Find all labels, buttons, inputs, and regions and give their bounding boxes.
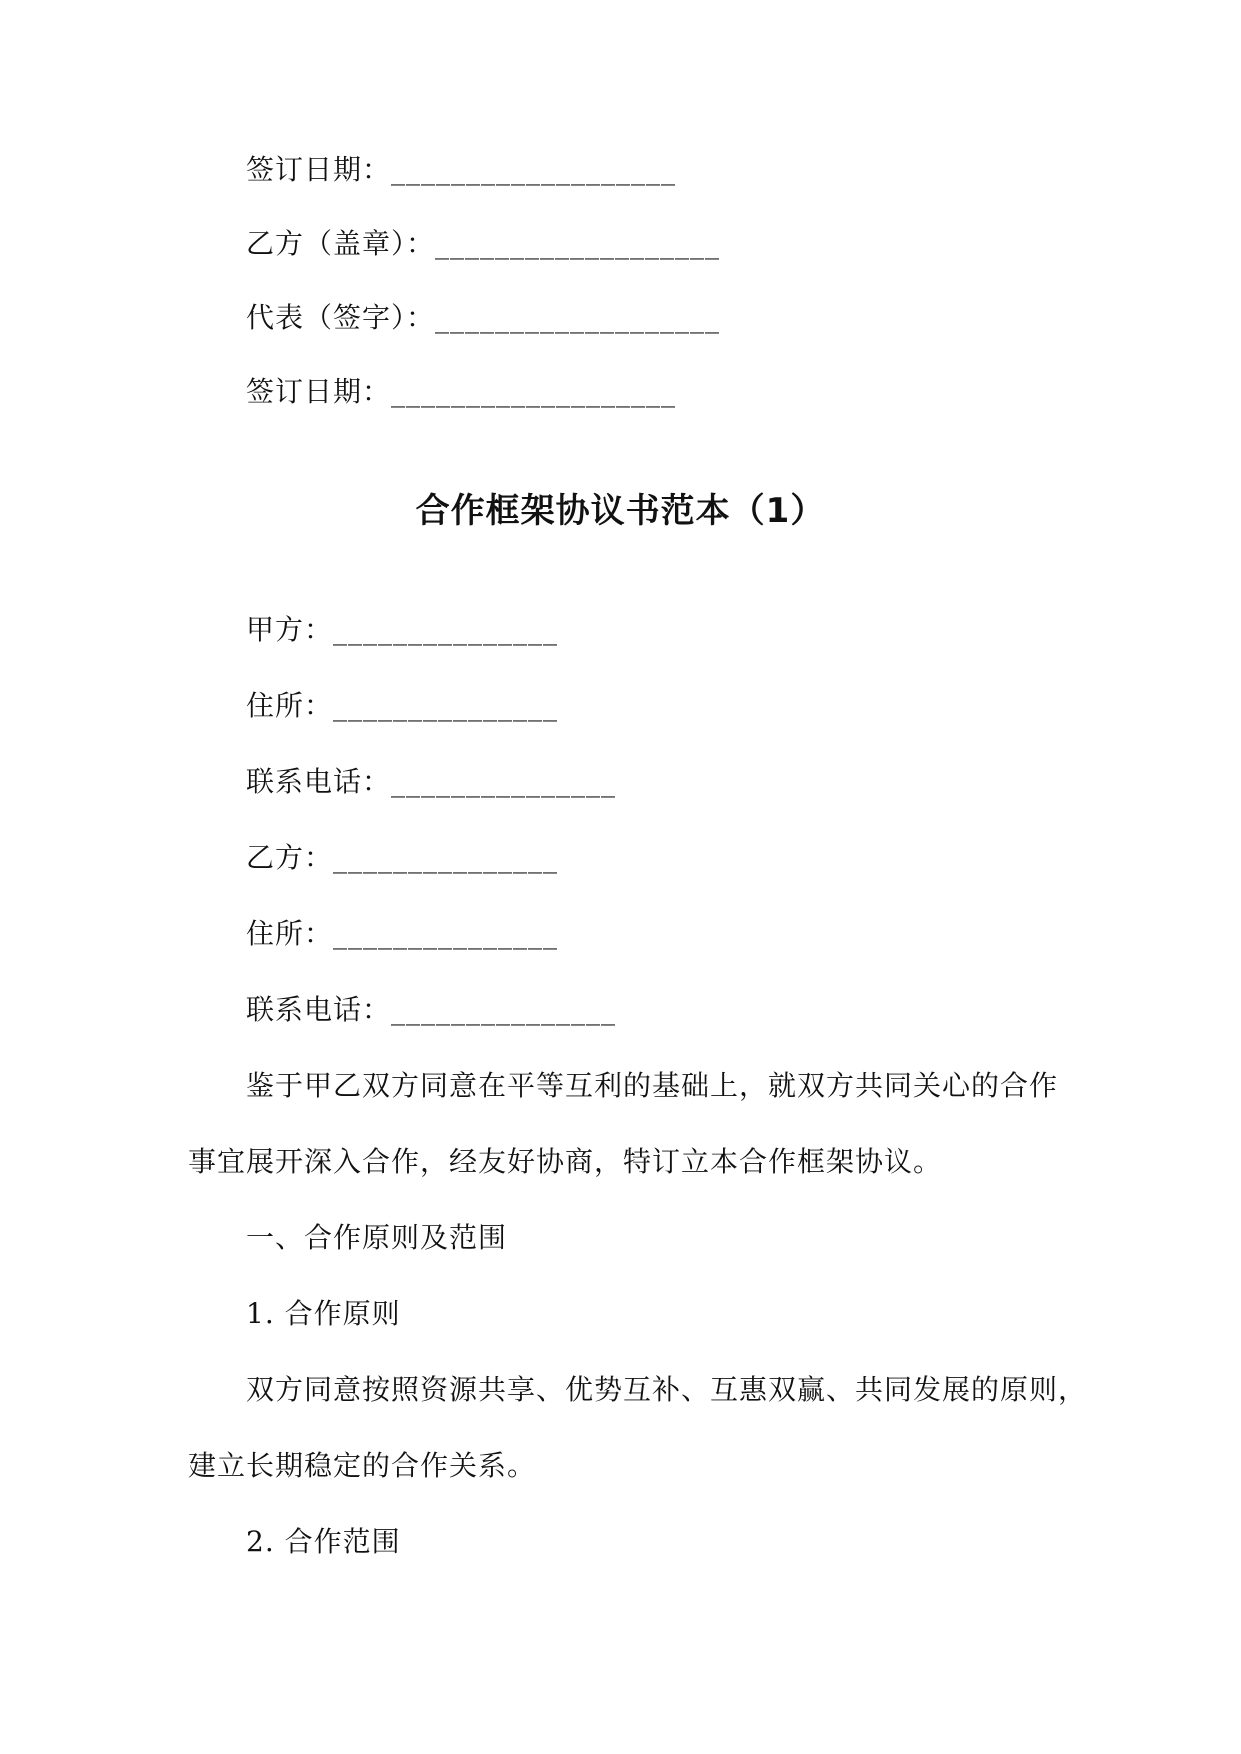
preamble-line-2: 事宜展开深入合作，经友好协商，特订立本合作框架协议。 (188, 1145, 943, 1178)
party-a-address-field: 住所：_______________ (246, 689, 559, 722)
document-title: 合作框架协议书范本（1） (415, 491, 826, 531)
principles-paragraph-line-2: 建立长期稳定的合作关系。 (188, 1449, 537, 1482)
preamble-line-1: 鉴于甲乙双方同意在平等互利的基础上，就双方共同关心的合作 (246, 1069, 1059, 1102)
party-b-phone-field: 联系电话：_______________ (246, 993, 617, 1026)
party-b-address-field: 住所：_______________ (246, 917, 559, 950)
party-a-phone-field: 联系电话：_______________ (246, 765, 617, 798)
sign-date-field-2: 签订日期：___________________ (246, 375, 677, 408)
principles-paragraph-line-1: 双方同意按照资源共享、优势互补、互惠双赢、共同发展的原则， (246, 1373, 1088, 1406)
subheading-cooperation-principles: 1. 合作原则 (246, 1297, 401, 1330)
party-a-field: 甲方：_______________ (246, 613, 559, 646)
subheading-cooperation-scope: 2. 合作范围 (246, 1525, 401, 1558)
party-b-seal-field: 乙方（盖章）：___________________ (246, 227, 721, 260)
party-b-field: 乙方：_______________ (246, 841, 559, 874)
sign-date-field-1: 签订日期：___________________ (246, 153, 677, 186)
section-heading-principles-scope: 一、合作原则及范围 (246, 1221, 508, 1254)
representative-signature-field: 代表（签字）：___________________ (246, 301, 721, 334)
